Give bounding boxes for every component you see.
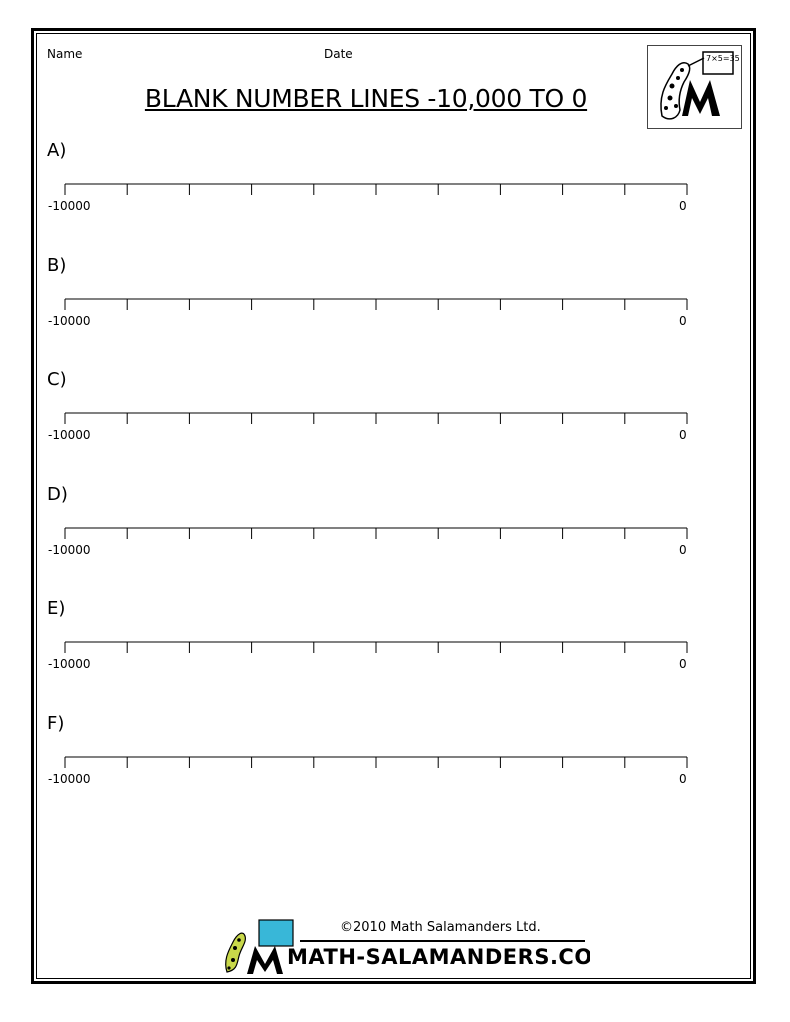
number-line-start-label: -10000 bbox=[48, 657, 91, 671]
number-line-end-label: 0 bbox=[679, 543, 687, 557]
problem-label: A) bbox=[47, 140, 67, 161]
footer-site-text: MATH-SALAMANDERS.COM bbox=[287, 945, 590, 969]
page-border-inner bbox=[36, 33, 751, 979]
footer-site-logo bbox=[215, 916, 590, 976]
number-line bbox=[56, 525, 706, 545]
number-line-end-label: 0 bbox=[679, 314, 687, 328]
number-line-start-label: -10000 bbox=[48, 199, 91, 213]
page-title: BLANK NUMBER LINES -10,000 TO 0 bbox=[144, 84, 588, 113]
number-line-end-label: 0 bbox=[679, 428, 687, 442]
number-line bbox=[56, 296, 706, 316]
number-line bbox=[56, 754, 706, 774]
number-line-start-label: -10000 bbox=[48, 314, 91, 328]
logo-board-text: 7×5=35 bbox=[706, 54, 740, 63]
date-label: Date bbox=[324, 47, 353, 61]
problem-label: B) bbox=[47, 255, 67, 276]
problem-label: C) bbox=[47, 369, 67, 390]
number-line bbox=[56, 639, 706, 659]
number-line-end-label: 0 bbox=[679, 657, 687, 671]
number-line-end-label: 0 bbox=[679, 199, 687, 213]
number-line-end-label: 0 bbox=[679, 772, 687, 786]
number-line-start-label: -10000 bbox=[48, 543, 91, 557]
number-line bbox=[56, 181, 706, 201]
salamander-logo-icon bbox=[647, 45, 742, 129]
footer-copyright: ©2010 Math Salamanders Ltd. bbox=[340, 920, 541, 935]
number-line bbox=[56, 410, 706, 430]
problem-label: E) bbox=[47, 598, 66, 619]
problem-label: F) bbox=[47, 713, 65, 734]
problem-label: D) bbox=[47, 484, 68, 505]
number-line-start-label: -10000 bbox=[48, 428, 91, 442]
name-label: Name bbox=[47, 47, 83, 61]
number-line-start-label: -10000 bbox=[48, 772, 91, 786]
